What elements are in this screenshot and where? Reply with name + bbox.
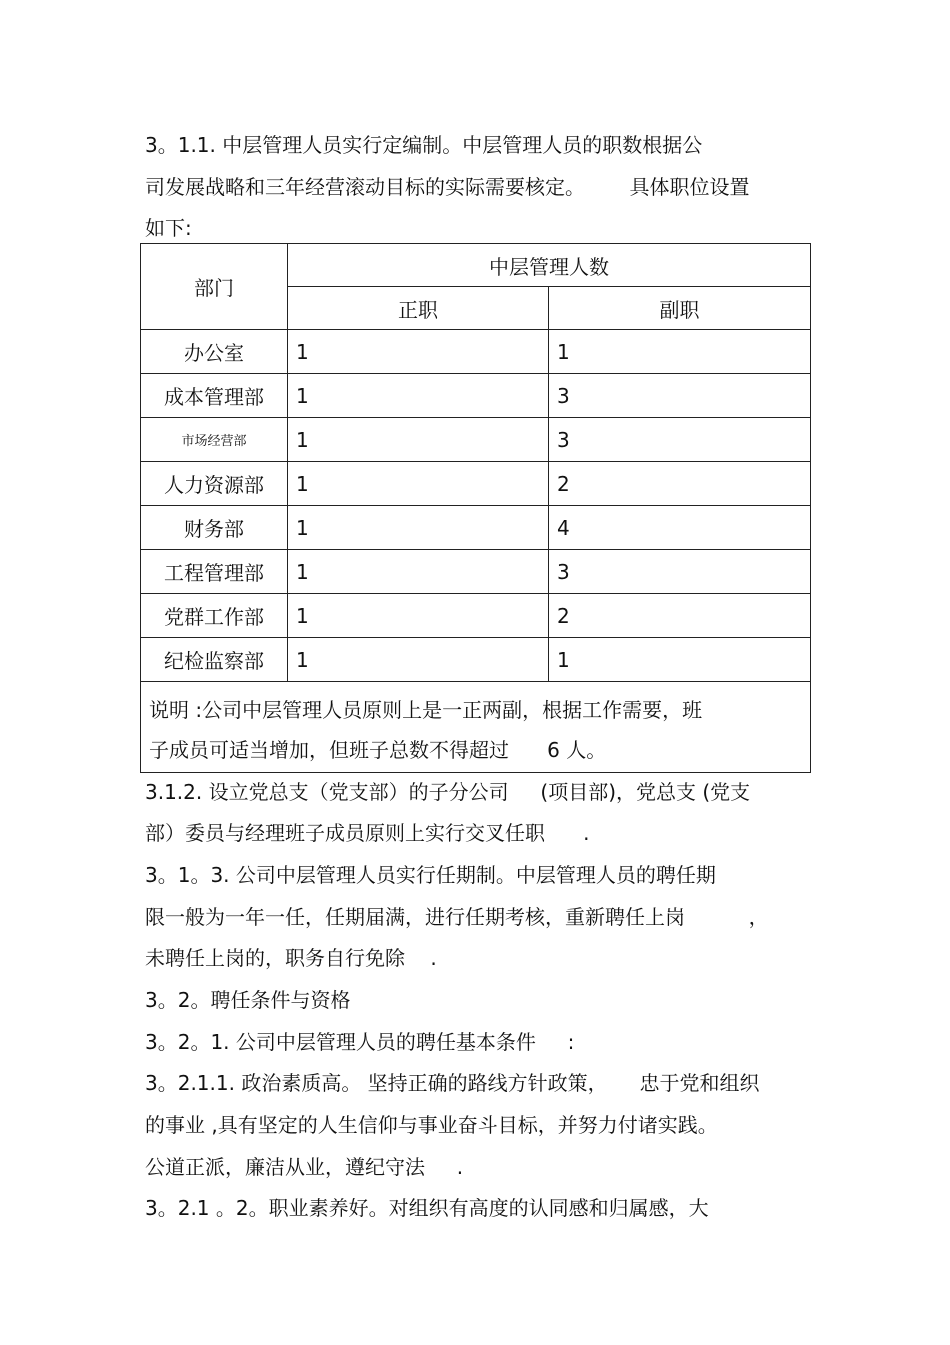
note-line-2: 子成员可适当增加，但班子总数不得超过 6 人。 (149, 738, 607, 762)
para-bottom-10: 公道正派，廉洁从业，遵纪守法 . (145, 1155, 464, 1179)
table-row (141, 638, 811, 682)
para-bottom-1: 3.1.2. 设立党总支（党支部）的子分公司 (项目部)，党总支 (党支 (145, 780, 751, 804)
table-row (141, 374, 811, 418)
para-top-1: 3。1.1. 中层管理人员实行定编制。中层管理人员的职数根据公 (145, 133, 703, 157)
para-top-2: 司发展战略和三年经营滚动目标的实际需要核定。 具体职位设置 (145, 175, 750, 199)
table-row (141, 330, 811, 374)
table-row (141, 506, 811, 550)
header-dept: 部门 (141, 244, 288, 330)
para-top-3: 如下: (145, 216, 192, 240)
header-group: 中层管理人数 (288, 244, 811, 287)
para-bottom-3: 3。1。3. 公司中层管理人员实行任期制。中层管理人员的聘任期 (145, 863, 716, 887)
main-cell: 1 (288, 506, 549, 550)
deputy-cell: 3 (549, 374, 811, 418)
main-cell: 1 (288, 594, 549, 638)
para-bottom-7: 3。2。1. 公司中层管理人员的聘任基本条件 : (145, 1030, 575, 1054)
table-row (141, 462, 811, 506)
para-bottom-11: 3。2.1 。2。职业素养好。对组织有高度的认同感和归属感，大 (145, 1196, 709, 1220)
deputy-cell: 2 (549, 594, 811, 638)
table-row (141, 550, 811, 594)
section-heading: 3。2。聘任条件与资格 (145, 988, 351, 1012)
main-cell: 1 (288, 418, 549, 462)
main-cell: 1 (288, 550, 549, 594)
deputy-cell: 1 (549, 638, 811, 682)
para-bottom-9: 的事业 ,具有坚定的人生信仰与事业奋斗目标，并努力付诸实践。 (145, 1113, 718, 1137)
main-cell: 1 (288, 330, 549, 374)
deputy-cell: 3 (549, 550, 811, 594)
para-bottom-8: 3。2.1.1. 政治素质高。 坚持正确的路线方针政策， 忠于党和组织 (145, 1071, 760, 1095)
header-main: 正职 (288, 287, 549, 330)
table-row (141, 594, 811, 638)
main-cell: 1 (288, 638, 549, 682)
main-cell: 1 (288, 462, 549, 506)
table-row (141, 418, 811, 462)
dept-cell: 工程管理部 (141, 550, 288, 594)
para-bottom-2: 部）委员与经理班子成员原则上实行交叉任职 . (145, 821, 590, 845)
dept-cell: 财务部 (141, 506, 288, 550)
dept-cell: 成本管理部 (141, 374, 288, 418)
main-cell: 1 (288, 374, 549, 418)
deputy-cell: 1 (549, 330, 811, 374)
deputy-cell: 4 (549, 506, 811, 550)
para-bottom-4: 限一般为一年一任，任期届满，进行任期考核，重新聘任上岗 ， (145, 905, 769, 929)
table-note (141, 682, 811, 773)
note-line-1: 说明 :公司中层管理人员原则上是一正两副，根据工作需要，班 (149, 698, 703, 722)
dept-cell: 人力资源部 (141, 462, 288, 506)
dept-cell: 党群工作部 (141, 594, 288, 638)
dept-cell: 办公室 (141, 330, 288, 374)
para-bottom-5: 未聘任上岗的，职务自行免除 . (145, 946, 437, 970)
dept-cell: 市场经营部 (141, 418, 288, 462)
deputy-cell: 3 (549, 418, 811, 462)
header-deputy: 副职 (549, 287, 811, 330)
staffing-table (140, 243, 811, 773)
deputy-cell: 2 (549, 462, 811, 506)
dept-cell: 纪检监察部 (141, 638, 288, 682)
